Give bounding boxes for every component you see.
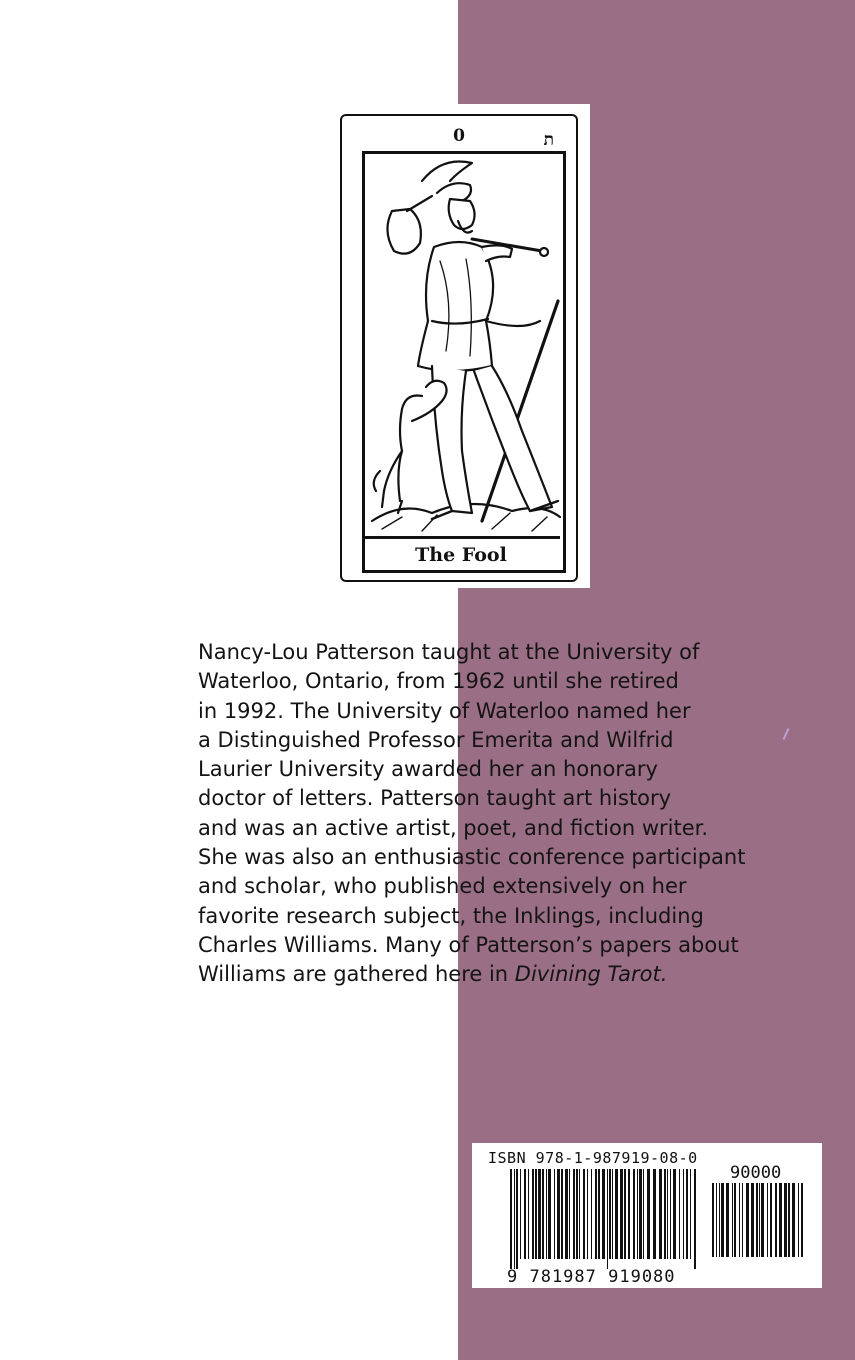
barcode-digits: 9 781987 919080	[507, 1267, 676, 1287]
bio-line: Waterloo, Ontario, from 1962 until she retired	[198, 669, 679, 694]
barcode-bar	[759, 1183, 760, 1257]
barcode-bar	[784, 1183, 787, 1257]
barcode-bar	[746, 1183, 749, 1257]
barcode-bar	[739, 1183, 740, 1257]
barcode-bar	[612, 1169, 613, 1259]
barcode-bar	[667, 1169, 668, 1259]
barcode-bar	[664, 1169, 666, 1259]
barcode-bar	[587, 1169, 588, 1259]
barcode-bar	[524, 1169, 526, 1259]
barcode-bar	[683, 1169, 684, 1259]
barcode-bars-icon	[510, 1169, 700, 1269]
barcode-bar	[548, 1169, 551, 1259]
barcode-bar	[659, 1169, 662, 1259]
barcode-bar	[542, 1169, 544, 1259]
barcode-bar	[579, 1169, 580, 1259]
barcode-bar	[792, 1183, 795, 1257]
isbn-barcode	[472, 1143, 822, 1288]
bio-line: and was an active artist, poet, and fiction writer.	[198, 815, 709, 840]
card-title: The Fool	[415, 543, 507, 566]
barcode-bar	[798, 1183, 799, 1257]
barcode-bar	[633, 1169, 635, 1259]
barcode-bar	[686, 1169, 688, 1259]
bio-line: a Distinguished Professor Emerita and Wilfrid	[198, 727, 674, 752]
bio-line: Nancy-Lou Patterson taught at the University of	[198, 640, 700, 664]
barcode-bar	[653, 1169, 656, 1259]
barcode-bar	[767, 1183, 768, 1257]
barcode-bar	[742, 1183, 743, 1257]
barcode-bar	[538, 1169, 541, 1259]
barcode-bar	[620, 1169, 623, 1259]
bio-line: She was also an enthusiastic conference participant	[198, 845, 746, 870]
barcode-bar	[751, 1183, 754, 1257]
card-title-box	[362, 536, 560, 570]
barcode-bar	[734, 1183, 736, 1257]
barcode-bar	[732, 1183, 733, 1257]
barcode-bar	[520, 1169, 521, 1259]
barcode-bar	[624, 1169, 626, 1259]
barcode-bar	[609, 1169, 611, 1259]
barcode-bar	[535, 1169, 537, 1259]
barcode-bar	[779, 1183, 782, 1257]
barcode-bar	[788, 1183, 790, 1257]
bio-line: doctor of letters. Patterson taught art history	[198, 786, 672, 811]
barcode-bar	[576, 1169, 578, 1259]
barcode-bar	[719, 1183, 720, 1257]
barcode-bar	[561, 1169, 563, 1259]
barcode-bar	[546, 1169, 547, 1259]
barcode-bar	[726, 1183, 729, 1257]
barcode-bar	[528, 1169, 529, 1259]
barcode-bar	[628, 1169, 630, 1259]
barcode-bar	[756, 1183, 758, 1257]
barcode-bar	[801, 1183, 803, 1257]
barcode-bar	[670, 1169, 671, 1259]
barcode-bar	[573, 1169, 575, 1259]
tarot-card-image	[334, 104, 590, 588]
barcode-bar	[694, 1169, 696, 1269]
barcode-bar	[643, 1169, 644, 1259]
barcode-bar	[770, 1183, 772, 1257]
fool-illustration-icon	[362, 151, 566, 537]
card-number: 0	[453, 126, 465, 146]
bio-last-line	[198, 960, 798, 989]
barcode-bar	[583, 1169, 585, 1259]
book-title: Divining Tarot.	[514, 962, 668, 987]
barcode-bar	[516, 1169, 518, 1269]
bio-line: and scholar, who published extensively on her	[198, 874, 687, 899]
barcode-bar	[554, 1169, 555, 1259]
barcode-bar	[673, 1169, 676, 1259]
bio-line: favorite research subject, the Inklings, including	[198, 903, 704, 928]
price-code: 90000	[730, 1163, 782, 1183]
barcode-bar	[775, 1183, 777, 1257]
author-bio	[198, 638, 798, 990]
barcode-bar	[679, 1169, 680, 1259]
barcode-bar	[615, 1169, 618, 1259]
barcode-bar	[647, 1169, 650, 1259]
bio-line: Laurier University awarded her an honorary	[198, 757, 658, 782]
barcode-bar	[557, 1169, 560, 1259]
barcode-bar	[602, 1169, 605, 1259]
barcode-bar	[607, 1169, 608, 1269]
barcode-bar	[514, 1169, 515, 1269]
barcode-bar	[510, 1169, 512, 1269]
bio-line-text: Williams are gathered here in	[198, 962, 515, 987]
barcode-bar	[591, 1169, 592, 1259]
card-hebrew-letter: ת	[543, 130, 554, 150]
barcode-bar	[532, 1169, 534, 1259]
barcode-bar	[598, 1169, 600, 1259]
isbn-label: ISBN 978-1-987919-08-0	[488, 1149, 698, 1167]
card-frame	[340, 114, 578, 582]
bio-line: Charles Williams. Many of Patterson’s papers about	[198, 932, 739, 957]
barcode-bar	[595, 1169, 597, 1259]
barcode-bar	[639, 1169, 642, 1259]
bio-line: in 1992. The University of Waterloo named her	[198, 698, 691, 723]
barcode-bar	[690, 1169, 691, 1259]
barcode-bar	[721, 1183, 724, 1257]
barcode-bar	[569, 1169, 570, 1259]
addon-barcode-bars-icon	[712, 1183, 807, 1267]
barcode-bar	[637, 1169, 638, 1259]
barcode-bar	[716, 1183, 717, 1257]
barcode-bar	[761, 1183, 764, 1257]
barcode-bar	[712, 1183, 714, 1257]
barcode-bar	[565, 1169, 568, 1259]
